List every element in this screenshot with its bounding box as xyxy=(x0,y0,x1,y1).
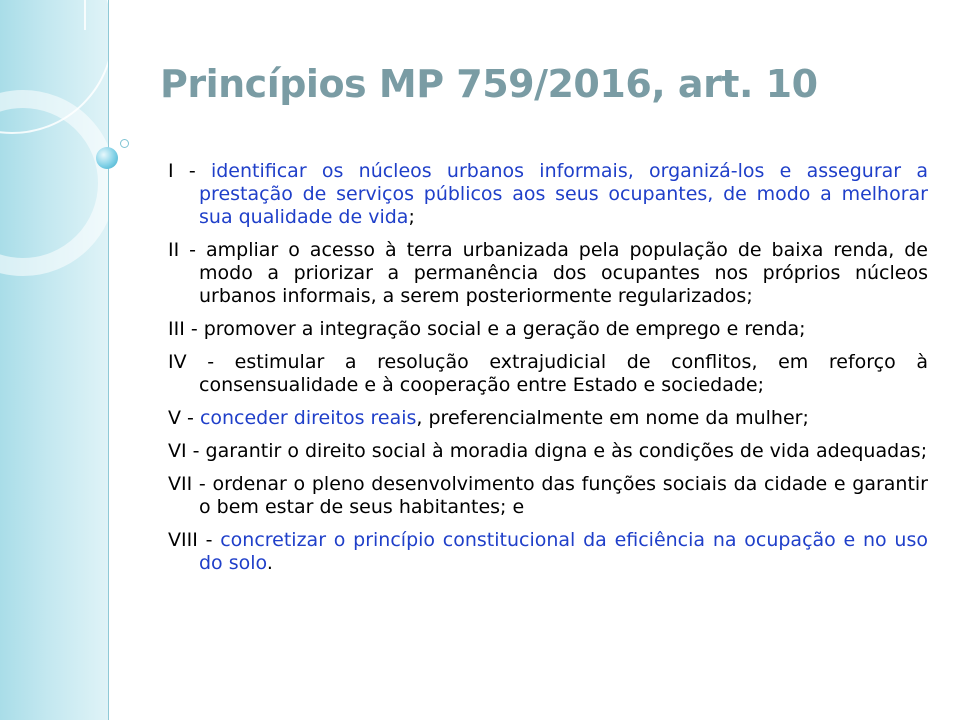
item-prefix: VII - xyxy=(168,473,213,495)
slide-title: Princípios MP 759/2016, art. 10 xyxy=(160,62,818,106)
item-text: ampliar o acesso à terra urbanizada pela população de baixa renda, de modo a priorizar a permanência dos ocupantes nos próprios núcleos urbanos informais, a serem posteriormente regularizados; xyxy=(199,239,928,307)
principle-item-1 xyxy=(168,160,928,229)
item-highlight: identificar os núcleos urbanos informais, organizá-los e assegurar a prestação de serviços públicos aos seus ocupantes, de modo a melhorar sua qualidade de vida xyxy=(199,160,928,228)
item-prefix: V - xyxy=(168,407,200,429)
item-prefix: VI - xyxy=(168,440,206,462)
item-text: ordenar o pleno desenvolvimento das funções sociais da cidade e garantir o bem estar de seus habitantes; e xyxy=(199,473,928,518)
decorative-bubble-icon xyxy=(96,147,118,169)
principles-list xyxy=(168,160,928,585)
decorative-small-bubble-icon xyxy=(120,139,129,148)
item-text: estimular a resolução extrajudicial de conflitos, em reforço à consensualidade e à cooperação entre Estado e sociedade; xyxy=(199,351,928,396)
item-suffix: . xyxy=(266,552,273,574)
item-prefix: IV - xyxy=(168,351,235,373)
principle-item-5 xyxy=(168,407,928,430)
item-text: promover a integração social e a geração de emprego e renda; xyxy=(203,318,806,340)
item-highlight: concretizar o princípio constitucional da eficiência na ocupação e no uso do solo xyxy=(199,529,928,574)
principle-item-8 xyxy=(168,529,928,575)
decorative-side-panel xyxy=(0,0,109,720)
decorative-line xyxy=(84,0,86,30)
principle-item-4 xyxy=(168,351,928,397)
principle-item-3 xyxy=(168,318,928,341)
item-prefix: I - xyxy=(168,160,211,182)
item-prefix: II - xyxy=(168,239,207,261)
principle-item-6 xyxy=(168,440,928,463)
item-suffix: , preferencialmente em nome da mulher; xyxy=(416,407,809,429)
item-prefix: VIII - xyxy=(168,529,221,551)
item-highlight: conceder direitos reais xyxy=(199,407,417,429)
item-text: garantir o direito social à moradia digna e às condições de vida adequadas; xyxy=(205,440,928,462)
principle-item-2 xyxy=(168,239,928,308)
item-prefix: III - xyxy=(168,318,204,340)
principle-item-7 xyxy=(168,473,928,519)
decorative-ring xyxy=(0,90,109,276)
item-suffix: ; xyxy=(408,206,415,228)
